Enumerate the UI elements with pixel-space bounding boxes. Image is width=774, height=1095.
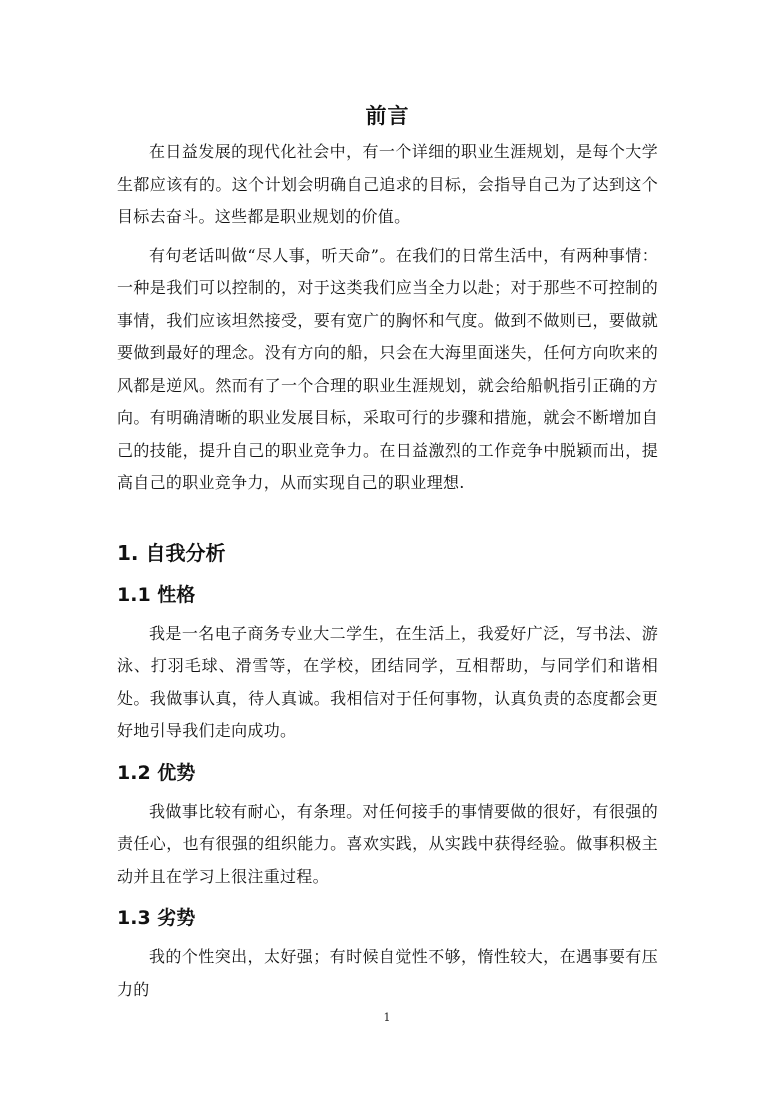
subsection-text-weaknesses: 我的个性突出，太好强；有时候自觉性不够，惰性较大，在遇事要有压力的 xyxy=(117,947,658,999)
section-heading-self-analysis: 1. 自我分析 xyxy=(117,540,226,565)
subsection-heading-strengths: 1.2 优势 xyxy=(117,761,196,784)
page-content xyxy=(117,96,658,1006)
subsection-text-strengths: 我做事比较有耐心，有条理。对任何接手的事情要做的很好，有很强的责任心，也有很强的组织能力。喜欢实践，从实践中获得经验。做事积极主动并且在学习上很注重过程。 xyxy=(117,801,658,886)
preface-paragraph-1: 在日益发展的现代化社会中，有一个详细的职业生涯规划，是每个大学生都应该有的。这个计划会明确自己追求的目标，会指导自己为了达到这个目标去奋斗。这些都是职业规划的价值。 xyxy=(117,142,658,226)
subsection-text-personality: 我是一名电子商务专业大二学生，在生活上，我爱好广泛，写书法、游泳、打羽毛球、滑雪等，在学校，团结同学，互相帮助，与同学们和谐相处。我做事认真，待人真诚。我相信对于任何事物，认真负责的态度都会更好地引导我们走向成功。 xyxy=(117,623,658,740)
subsection-heading-personality: 1.1 性格 xyxy=(117,583,196,606)
page-title: 前言 xyxy=(365,104,410,128)
preface-paragraph-2: 有句老话叫做“尽人事，听天命”。在我们的日常生活中，有两种事情：一种是我们可以控制的，对于这类我们应当全力以赴；对于那些不可控制的事情，我们应该坦然接受，要有宽广的胸怀和气度。做到不做则已，要做就要做到最好的理念。没有方向的船，只会在大海里面迷失，任何方向吹来的风都是逆风。然而有了一个合理的职业生涯规划，就会给船帆指引正确的方向。有明确清晰的职业发展目标，采取可行的步骤和措施，就会不断增加自己的技能，提升自己的职业竞争力。在日益激烈的工作竞争中脱颖而出，提高自己的职业竞争力，从而实现自己的职业理想. xyxy=(117,245,658,492)
subsection-heading-weaknesses: 1.3 劣势 xyxy=(117,907,196,929)
page-number: 1 xyxy=(383,1011,391,1024)
